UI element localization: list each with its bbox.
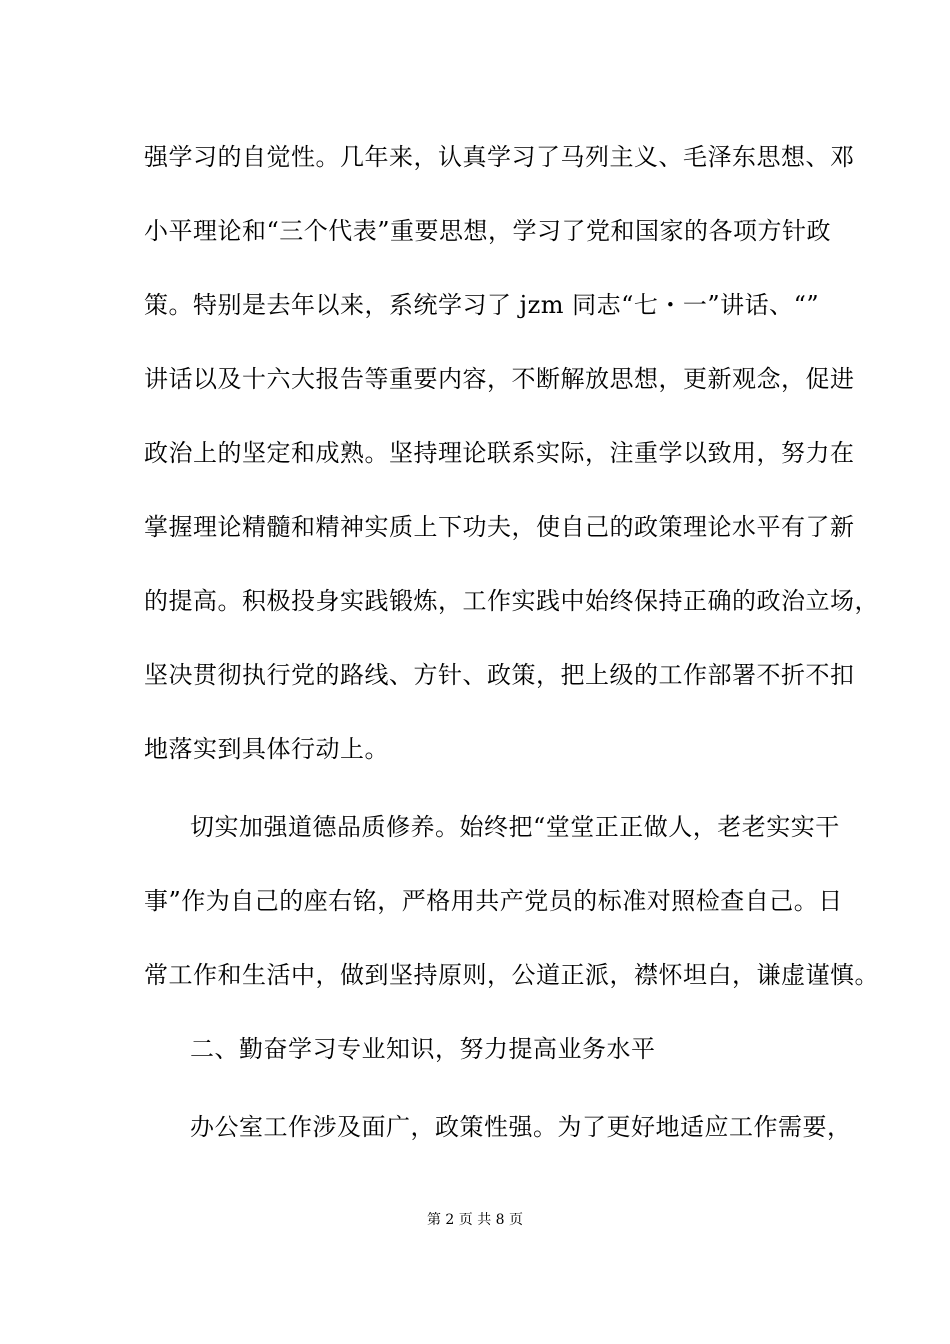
body-text-line: 常工作和生活中，做到坚持原则，公道正派，襟怀坦白，谦虚谨慎。 [144,961,879,989]
body-text-line: 小平理论和“三个代表”重要思想，学习了党和国家的各项方针政 [144,217,832,245]
page-number-footer: 第 2 页 共 8 页 [426,1212,524,1228]
body-text-line: 强学习的自觉性。几年来，认真学习了马列主义、毛泽东思想、邓 [144,143,855,171]
section-heading: 二、勤奋学习专业知识，努力提高业务水平 [190,1035,656,1063]
body-text-line: 事”作为自己的座右铭，严格用共产党员的标准对照检查自己。日 [144,887,843,915]
body-text-line: 讲话以及十六大报告等重要内容，不断解放思想，更新观念，促进 [144,365,855,393]
body-text-line: 策。特别是去年以来，系统学习了 jzm 同志“七・一”讲话、“” [144,291,820,319]
body-text-line: 地落实到具体行动上。 [144,735,389,763]
paragraph-first-line: 办公室工作涉及面广，政策性强。为了更好地适应工作需要， [190,1113,852,1141]
paragraph-first-line: 切实加强道德品质修养。始终把“堂堂正正做人，老老实实干 [190,813,840,841]
body-text-line: 政治上的坚定和成熟。坚持理论联系实际，注重学以致用，努力在 [144,439,855,467]
body-text-line: 坚决贯彻执行党的路线、方针、政策，把上级的工作部署不折不扣 [144,661,855,689]
body-text-line: 掌握理论精髓和精神实质上下功夫，使自己的政策理论水平有了新 [144,513,855,541]
body-text-line: 的提高。积极投身实践锻炼，工作实践中始终保持正确的政治立场， [144,587,879,615]
